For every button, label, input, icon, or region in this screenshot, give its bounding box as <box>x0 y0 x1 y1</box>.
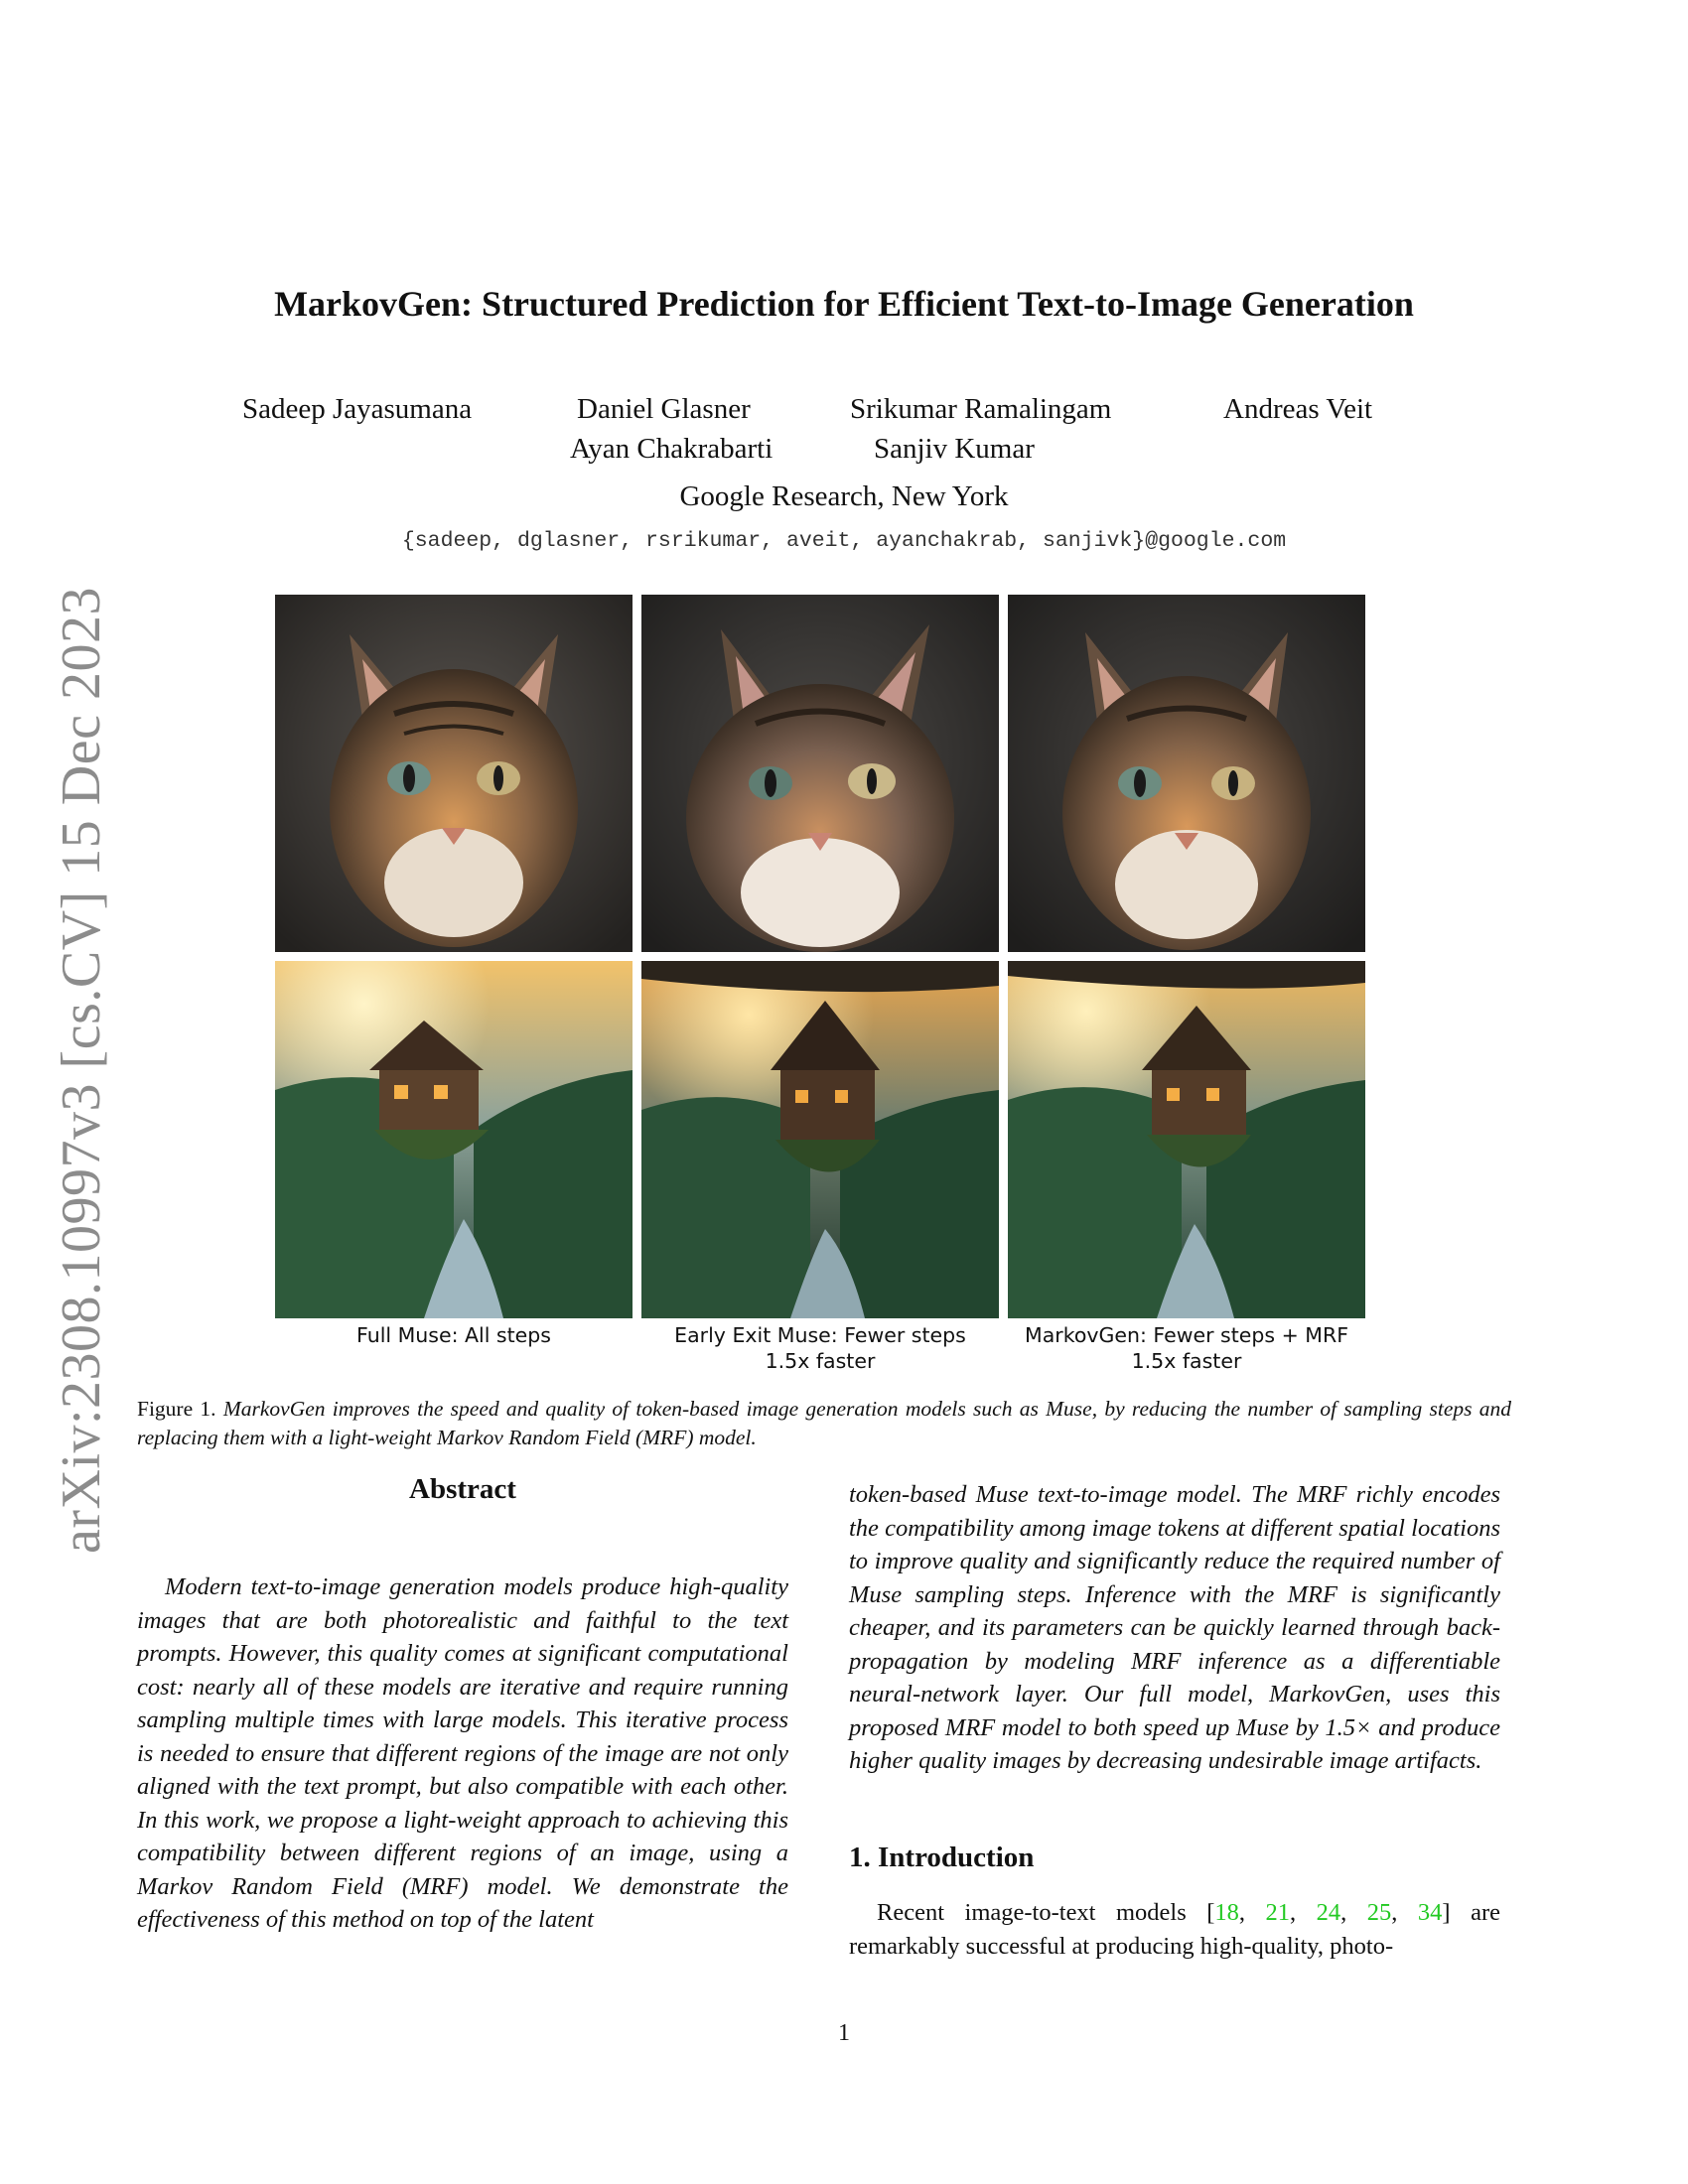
cat-image-early-exit <box>641 595 999 952</box>
citation-link[interactable]: 24 <box>1316 1899 1341 1926</box>
figure-column-label <box>1008 1322 1365 1374</box>
label-line: MarkovGen: Fewer steps + MRF <box>1025 1323 1348 1347</box>
citation-link[interactable]: 18 <box>1214 1899 1239 1926</box>
treehouse-image-full-muse <box>275 961 633 1318</box>
label-line: 1.5x faster <box>765 1349 876 1373</box>
authors-row-2 <box>0 433 1688 473</box>
label-line: 1.5x faster <box>1131 1349 1242 1373</box>
citation-link[interactable]: 21 <box>1265 1899 1291 1926</box>
figure-column-label <box>641 1322 999 1374</box>
author-name: Srikumar Ramalingam <box>850 393 1112 425</box>
arxiv-side-stamp: arXiv:2308.10997v3 [cs.CV] 15 Dec 2023 <box>51 587 112 1554</box>
author-emails: {sadeep, dglasner, rsrikumar, aveit, ayanchakrab, sanjivk}@google.com <box>401 529 1287 553</box>
label-line: Early Exit Muse: Fewer steps <box>674 1323 966 1347</box>
intro-text: ] are remarkably successful at producing high-quality, photo- <box>849 1899 1500 1960</box>
citation-link[interactable]: 34 <box>1417 1899 1443 1926</box>
section-heading-introduction: 1. Introduction <box>849 1842 1035 1873</box>
paper-title: MarkovGen: Structured Prediction for Efficient Text-to-Image Generation <box>274 284 1414 324</box>
abstract-text-right-column: token-based Muse text-to-image model. The MRF richly encodes the compatibility among image tokens at different spatial locations to improve quality and significantly reduce the required number of Muse sampling steps. Inference with the MRF is significantly cheaper, and its parameters can be quickly learned through back-propagation by modeling MRF inference as a differentiable neural-network layer. Our full model, MarkovGen, uses this proposed MRF model to both speed up Muse by 1.5× and produce higher quality images by decreasing undesirable image artifacts. <box>849 1481 1500 1774</box>
author-name: Daniel Glasner <box>577 393 751 425</box>
treehouse-image-early-exit <box>641 961 999 1318</box>
author-name: Ayan Chakrabarti <box>570 433 774 465</box>
intro-text: Recent image-to-text models [ <box>877 1899 1215 1926</box>
author-name: Sadeep Jayasumana <box>242 393 473 425</box>
label-line: Full Muse: All steps <box>356 1323 551 1347</box>
cat-image-full-muse <box>275 595 633 952</box>
author-name: Andreas Veit <box>1223 393 1373 425</box>
page-number: 1 <box>838 2020 850 2046</box>
affiliation: Google Research, New York <box>679 480 1009 512</box>
authors-row-1 <box>0 393 1688 433</box>
citation-link[interactable]: 25 <box>1366 1899 1392 1926</box>
abstract-heading: Abstract <box>409 1473 516 1505</box>
figure-column-label <box>275 1322 633 1348</box>
introduction-paragraph: Recent image-to-text models [18, 21, 24, 25, 34] are remarkably successful at producing high-quality, photo- <box>849 1899 1500 1960</box>
figure-caption-label: Figure 1. <box>137 1397 216 1421</box>
figure-caption <box>137 1395 1511 1452</box>
author-name: Sanjiv Kumar <box>874 433 1035 465</box>
figure-caption-text: MarkovGen improves the speed and quality of token-based image generation models such as Muse, by reducing the number of sampling steps and replacing them with a light-weight Markov Random Field (MRF) model. <box>137 1397 1512 1449</box>
cat-image-markovgen <box>1008 595 1365 952</box>
treehouse-image-markovgen <box>1008 961 1365 1318</box>
abstract-text-left-column: Modern text-to-image generation models produce high-quality images that are both photorealistic and faithful to the text prompts. However, this quality comes at significant computational cost: nearly all of these models are iterative and require running sampling multiple times with large models. This iterative process is needed to ensure that different regions of the image are not only aligned with the text prompt, but also compatible with each other. In this work, we propose a light-weight approach to achieving this compatibility between different regions of an image, using a Markov Random Field (MRF) model. We demonstrate the effectiveness of this method on top of the latent <box>137 1573 788 1933</box>
